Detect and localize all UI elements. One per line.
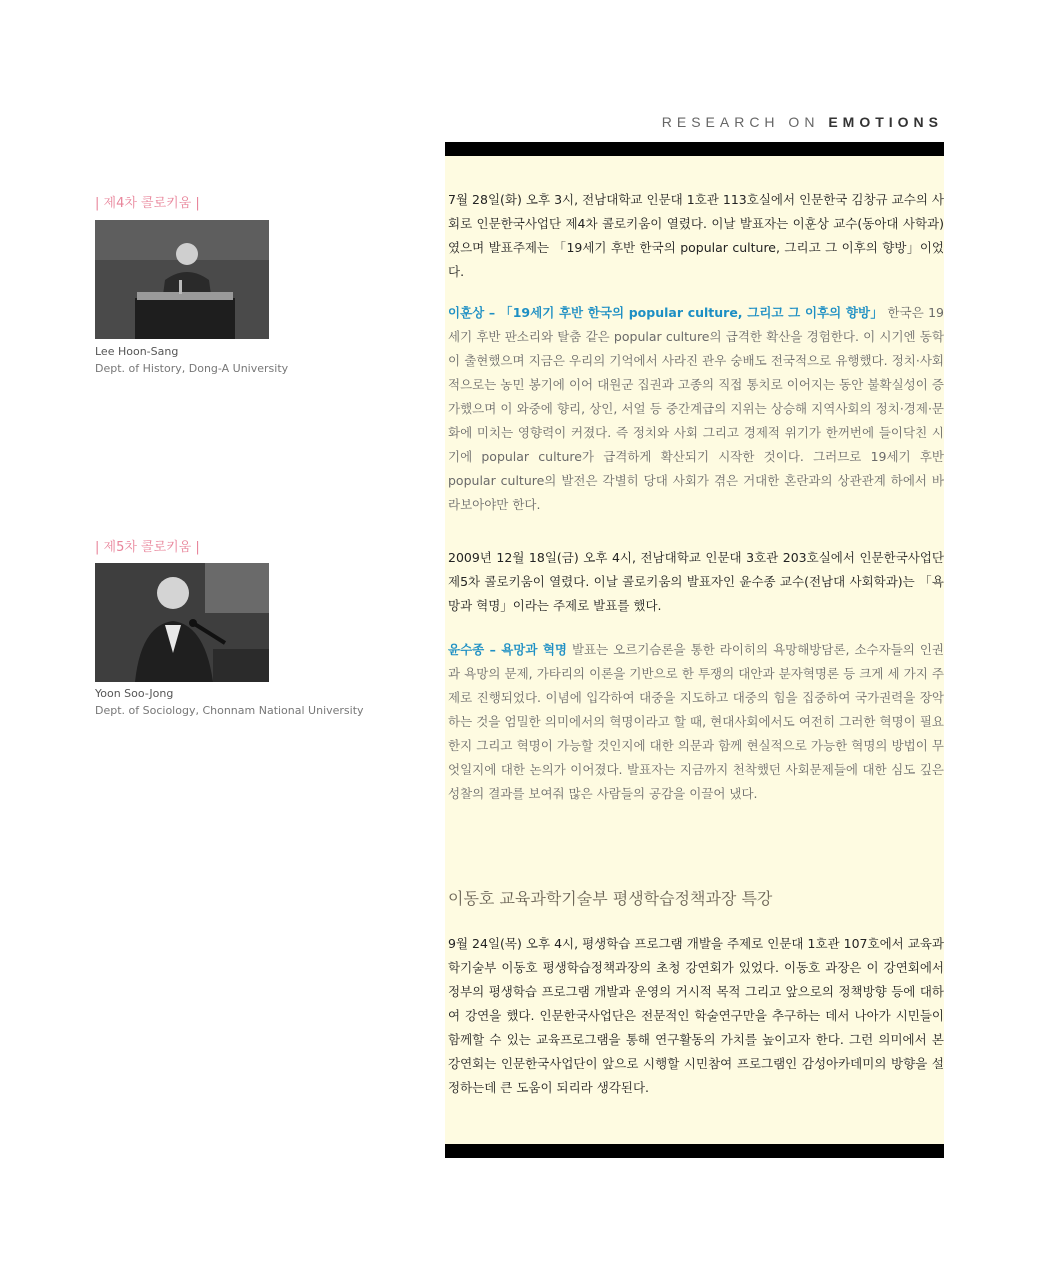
header-title-strong: EMOTIONS xyxy=(828,114,943,130)
page-header-title xyxy=(662,114,943,130)
bottom-black-bar xyxy=(445,1144,944,1158)
speaker-at-lectern-photo xyxy=(95,220,269,339)
colloquium4-tag: | 제4차 콜로키움 | xyxy=(95,196,200,211)
header-title-prefix: RESEARCH ON xyxy=(661,114,820,130)
colloquium4-caption-name: Lee Hoon-Sang xyxy=(95,345,179,358)
speaker-with-microphone-photo xyxy=(95,563,269,682)
colloquium4-intro: 7월 28일(화) 오후 3시, 전남대학교 인문대 1호관 113호실에서 인문한국 김창규 교수의 사회로 인문한국사업단 제4차 콜로키움이 열렸다. 이날 발표자는 이훈상 교수(동아대 사학과)였으며 발표주제는 「19세기 후반 한국의 popular culture, 그리고 그 이후의 향방」이었다. xyxy=(448,192,944,279)
colloquium5-summary-lead: 윤수종 – 욕망과 혁명 xyxy=(448,642,567,657)
colloquium4-summary xyxy=(448,301,944,517)
photo-illustration-icon xyxy=(95,220,269,339)
colloquium4-caption-dept: Dept. of History, Dong-A University xyxy=(95,362,289,375)
top-black-bar xyxy=(445,142,944,156)
lecture-body: 9월 24일(목) 오후 4시, 평생학습 프로그램 개발을 주제로 인문대 1호관 107호에서 교육과학기술부 이동호 평생학습정책과장의 초청 강연회가 있었다. 이동호 과장은 이 강연회에서 정부의 평생학습 프로그램 개발과 운영의 거시적 목적 그리고 앞으로의 정책방향 등에 대하여 강연을 했다. 인문한국사업단은 전문적인 학술연구만을 추구하는 데서 나아가 시민들이 함께할 수 있는 교육프로그램을 통해 연구활동의 가치를 높이고자 한다. 그런 의미에서 본 강연회는 인문한국사업단이 앞으로 시행할 시민참여 프로그램인 감성아카데미의 방향을 설정하는데 큰 도움이 되리라 생각된다. xyxy=(448,936,944,1095)
colloquium4-summary-body: 한국은 19세기 후반 판소리와 탈춤 같은 popular culture의 급격한 확산을 경험한다. 이 시기엔 동학이 출현했으며 지금은 우리의 기억에서 사라진 관우 숭배도 전국적으로 유행했다. 정치·사회적으로는 농민 봉기에 이어 대원군 집권과 고종의 직접 통치로 이어지는 동안 불확실성이 증가했으며 이 와중에 향리, 상인, 서얼 등 중간계급의 지위는 상승해 지역사회의 정치·경제·문화에 미치는 영향력이 커졌다. 즉 정치와 사회 그리고 경제적 위기가 한꺼번에 들이닥친 시기에 popular culture가 급격하게 확산되기 시작한 것이다. 그러므로 19세기 후반 popular culture의 발전은 각별히 당대 사회가 겪은 거대한 혼란과의 상관관계 하에서 바라보아야만 한다. xyxy=(448,305,945,512)
lecture-heading: 이동호 교육과학기술부 평생학습정책과장 특강 xyxy=(448,889,773,908)
photo-illustration-icon xyxy=(95,563,269,682)
colloquium5-summary xyxy=(448,638,944,806)
colloquium5-caption-dept: Dept. of Sociology, Chonnam National University xyxy=(95,704,364,717)
colloquium5-caption-name: Yoon Soo-Jong xyxy=(95,687,174,700)
colloquium5-summary-body: 발표는 오르기슴론을 통한 라이히의 욕망해방담론, 소수자들의 인권과 욕망의 문제, 가타리의 이론을 기반으로 한 투쟁의 대안과 분자혁명론 등 크게 세 가지 주제로 진행되었다. 이념에 입각하여 대중을 지도하고 대중의 힘을 집중하여 국가권력을 장악하는 것을 엄밀한 의미에서의 혁명이라고 할 때, 현대사회에서도 여전히 그러한 혁명이 필요한지 그리고 혁명이 가능할 것인지에 대한 의문과 함께 현실적으로 가능한 혁명의 방법이 무엇일지에 대한 논의가 이어졌다. 발표자는 지금까지 천착했던 사회문제들에 대한 심도 깊은 성찰의 결과를 보여줘 많은 사람들의 공감을 이끌어 냈다. xyxy=(448,642,944,801)
colloquium5-tag: | 제5차 콜로키움 | xyxy=(95,540,200,555)
colloquium4-summary-lead: 이훈상 – 「19세기 후반 한국의 popular culture, 그리고 그 이후의 향방」 xyxy=(448,305,884,320)
colloquium5-intro: 2009년 12월 18일(금) 오후 4시, 전남대학교 인문대 3호관 203호실에서 인문한국사업단 제5차 콜로키움이 열렸다. 이날 콜로키움의 발표자인 윤수종 교수(전남대 사회학과)는 「욕망과 혁명」이라는 주제로 발표를 했다. xyxy=(448,550,944,613)
